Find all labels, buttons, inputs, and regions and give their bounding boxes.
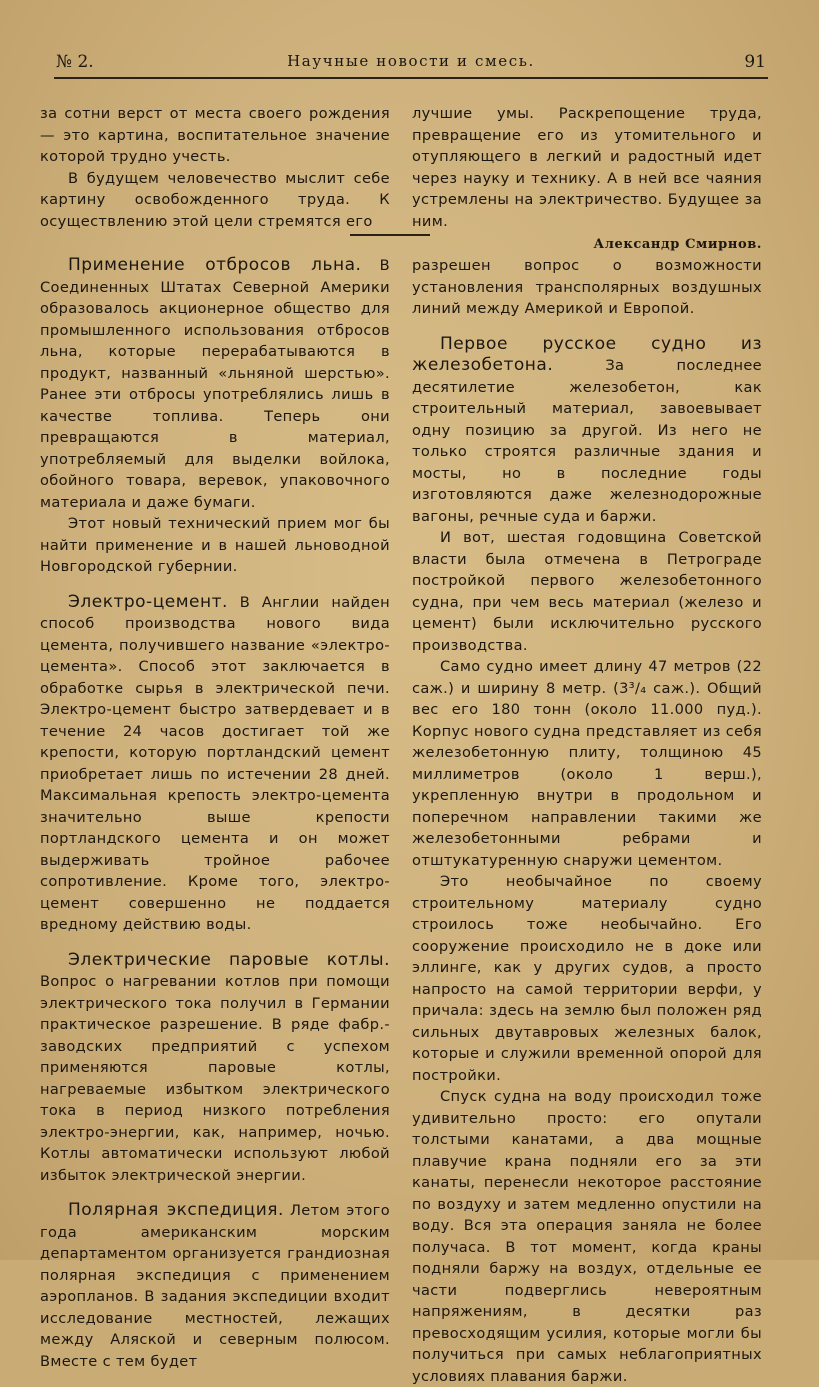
right-column bbox=[412, 255, 762, 1387]
article-heading: Первое русское судно из железобетона. bbox=[412, 333, 762, 375]
author-signature: Александр Смирнов. bbox=[593, 237, 762, 252]
article-text: Это необычайное по своему строительному материалу судно строилось тоже необычайно. Его сооружение происходило не в доке или эллинге, как у других судов, а просто напросто на самой территории верфи, у причала: здесь на землю был положен ряд сильных двутавровых железных балок, которые и служили временной опорой для постройки. bbox=[412, 873, 762, 1084]
top-article-paragraph: лучшие умы. Раскрепощение труда, превращение его из утомительного и отупляющего в легкий и радостный идет через науку и технику. А в ней все чаяния устремлены на электричество. Будущее за ним. bbox=[412, 105, 762, 230]
issue-number: № 2. bbox=[56, 52, 94, 72]
article-text: Вопрос о нагревании котлов при помощи электрического тока получил в Германии практическое разрешение. В ряде фабр.-заводских предприятий с успехом применяются паровые котлы, нагреваемые избытком электрического тока в период низкого потребления электро-энергии, как, например, ночью. Котлы автоматически используют любой избыток электрической энергии. bbox=[40, 973, 390, 1184]
article-text: И вот, шестая годовщина Советской власти была отмечена в Петрограде постройкой первого железобетонного судна, при чем весь материал (железо и цемент) были исключительно русского производства. bbox=[412, 529, 762, 654]
page-header bbox=[56, 52, 766, 78]
article-text: В Соединенных Штатах Северной Америки образовалось акционерное общество для промышленного использования отбросов льна, которые перерабатываются в продукт, названный «льняной шерстью». Ранее эти отбросы употреблялись лишь в качестве топлива. Теперь они превращаются в материал, употребляемый для выделки войлока, обойного товара, веревок, упаковочного материала и даже бумаги. bbox=[40, 257, 390, 511]
article-polar bbox=[40, 1200, 390, 1372]
article-text: разрешен вопрос о возможности установления трансполярных воздушных линий между Америкой и Европой. bbox=[412, 257, 762, 317]
article-heading: Применение отбросов льна. bbox=[68, 255, 362, 275]
article-ship bbox=[412, 334, 762, 528]
top-article-paragraph: В будущем человечество мыслит себе картину освобожденного труда. К осуществлению этой цели стремятся его bbox=[40, 169, 390, 230]
article-separator bbox=[350, 234, 430, 236]
article-heading: Полярная экспедиция. bbox=[68, 1200, 284, 1220]
top-article-left bbox=[40, 103, 390, 232]
article-text: Само судно имеет длину 47 метров (22 саж.) и ширину 8 метр. (3³/₄ саж.). Общий вес его 180 тонн (около 11.000 пуд.). Корпус нового судна представляет из себя железобетонную плиту, толщиною 45 миллиметров (около 1 верш.), укрепленную внутри в продольном и поперечном направлении такими же железобетонными ребрами и отштукатуренную снаружи цементом. bbox=[412, 658, 762, 869]
article-heading: Электрические паровые котлы. bbox=[68, 949, 390, 970]
left-column bbox=[40, 255, 390, 1372]
section-title: Научные новости и смесь. bbox=[287, 52, 535, 70]
article-text: Этот новый технический прием мог бы найти применение и в нашей льноводной Новгородской губернии. bbox=[40, 515, 390, 575]
article-flax bbox=[40, 255, 390, 513]
article-boilers bbox=[40, 950, 390, 1187]
page-number: 91 bbox=[744, 52, 766, 72]
top-article-right bbox=[412, 103, 762, 256]
article-cement bbox=[40, 592, 390, 936]
article-text: Летом этого года американским морским департаментом организуется грандиозная полярная экспедиция с применением аэропланов. В задания экспедиции входит исследование местностей, лежащих между Аляской и северным полюсом. Вместе с тем будет bbox=[40, 1202, 390, 1370]
top-article-paragraph: за сотни верст от места своего рождения— это картина, воспитательное значение которой трудно учесть. bbox=[40, 105, 390, 165]
article-text: В Англии найден способ производства нового вида цемента, получившего название «электро-цемента». Способ этот заключается в обработке сырья в электрической печи. Электро-цемент быстро затвердевает и в течение 24 часов достигает той же крепости, которую портландский цемент приобретает лишь по истечении 28 дней. Максимальная крепость электро-цемента значительно выше крепости портландского цемента и он может выдерживать тройное рабочее сопротивление. Кроме того, электро-цемент совершенно не поддается вредному действию воды. bbox=[40, 593, 390, 933]
header-rule bbox=[54, 77, 768, 79]
article-text: За последнее десятилетие железобетон, как строительный материал, завоевывает одну позицию за другой. Из него не только строятся различные здания и мосты, но в последние годы изготовляются даже железнодорожные вагоны, речные суда и баржи. bbox=[412, 357, 762, 525]
article-text: Спуск судна на воду происходил тоже удивительно просто: его опутали толстыми канатами, а два мощные плавучие крана подняли его за эти канаты, перенесли некоторое расстояние по воздуху и затем медленно опустили на воду. Вся эта операция заняла не более получаса. В тот момент, когда краны подняли баржу на воздух, отдельные ее части подверглись невероятным напряжениям, в десятки раз превосходящим усилия, которые могли бы получиться при самых неблагоприятных условиях плавания баржи. bbox=[412, 1088, 762, 1385]
article-heading: Электро-цемент. bbox=[68, 591, 228, 612]
